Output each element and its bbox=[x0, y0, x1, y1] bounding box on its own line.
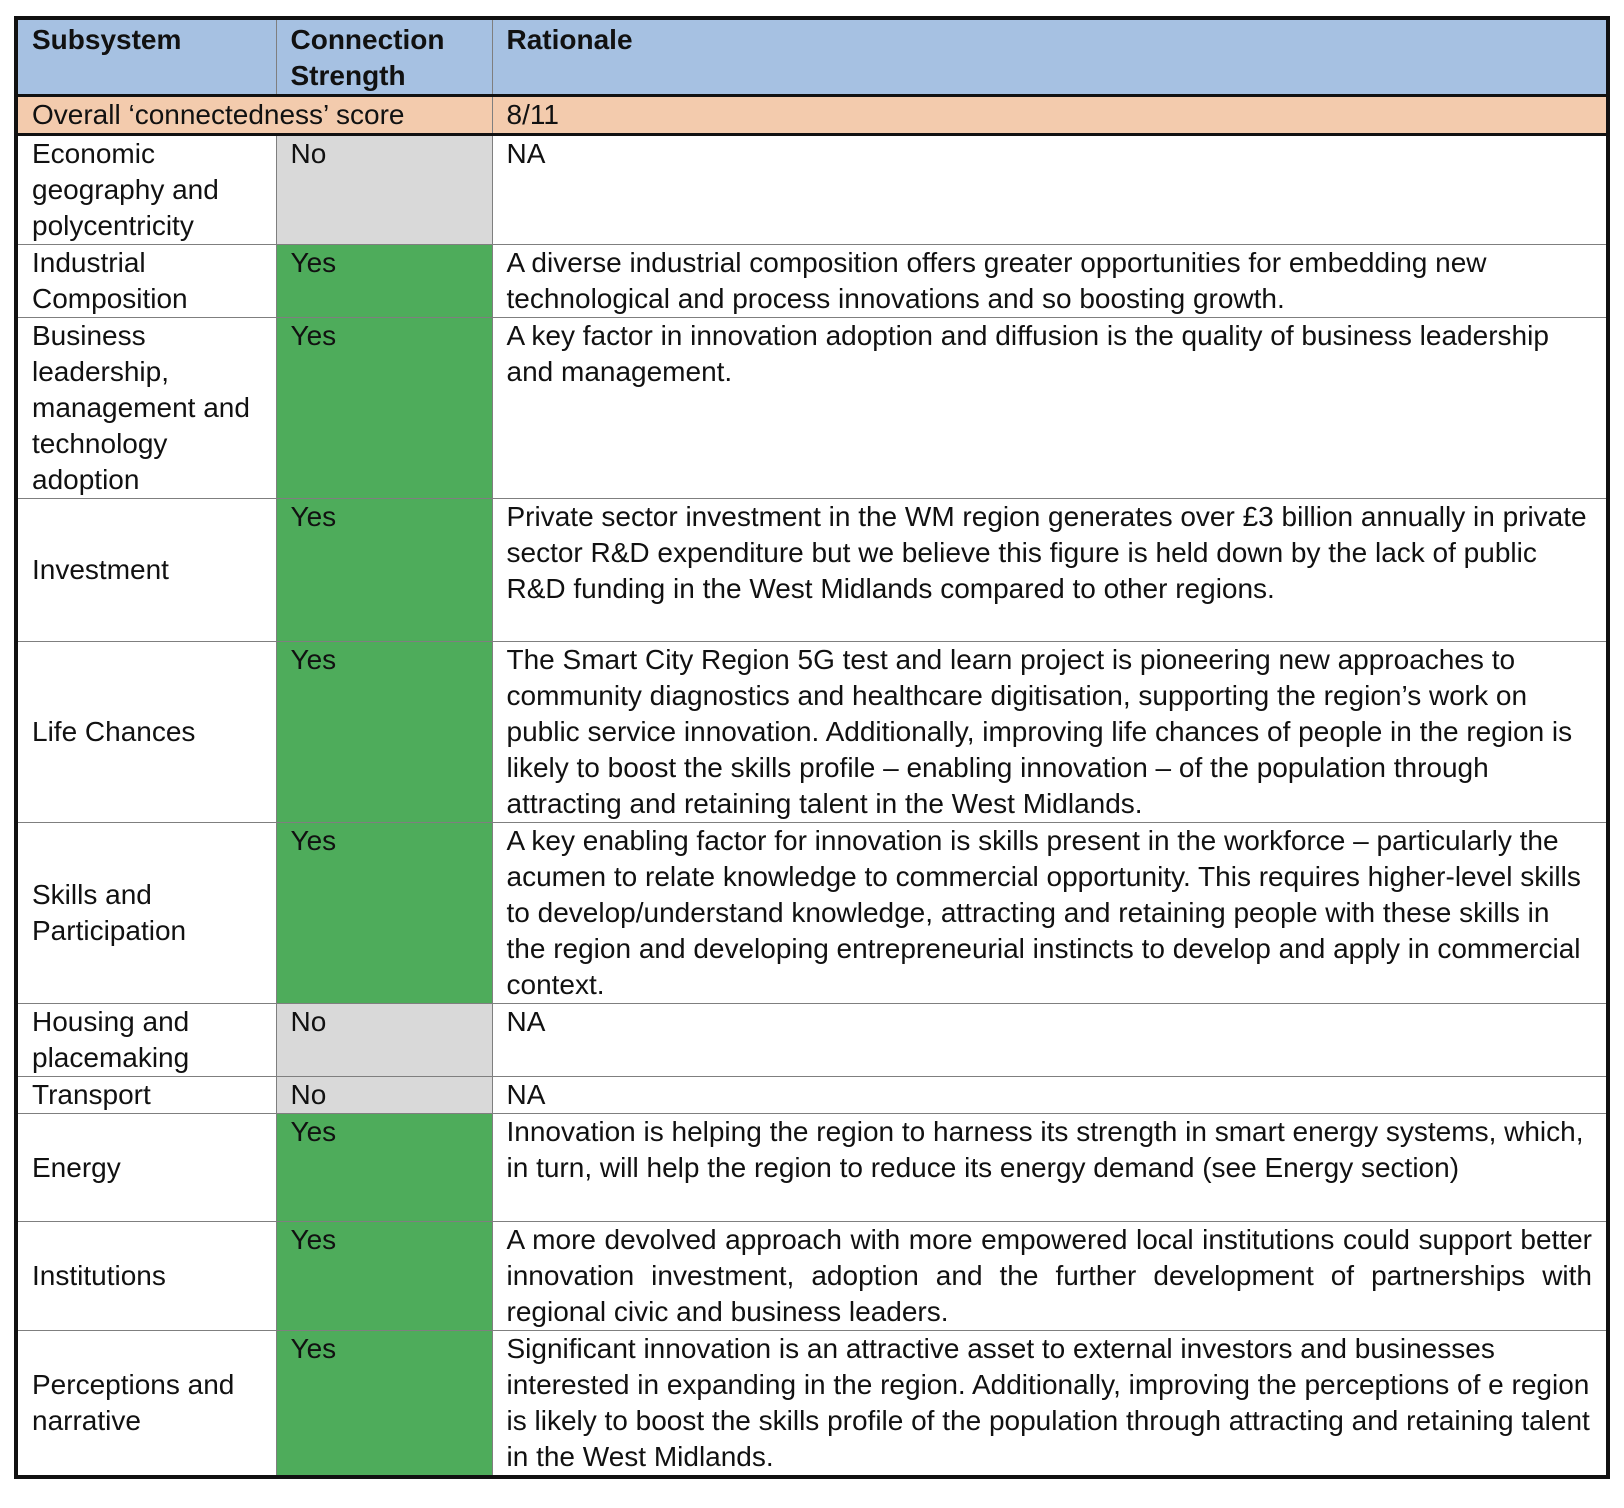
header-connection-strength: Connection Strength bbox=[276, 18, 492, 96]
table-row bbox=[16, 135, 1608, 245]
table-row bbox=[16, 1222, 1608, 1331]
strength-cell: No bbox=[276, 135, 492, 245]
strength-cell: Yes bbox=[276, 318, 492, 499]
rationale-cell: A diverse industrial composition offers greater opportunities for embedding new technological and process innovations and so boosting growth. bbox=[492, 245, 1608, 318]
connectedness-table bbox=[14, 16, 1610, 1479]
subsystem-cell: Investment bbox=[16, 499, 276, 642]
subsystem-cell: Skills and Participation bbox=[16, 823, 276, 1004]
subsystem-cell: Transport bbox=[16, 1077, 276, 1114]
rationale-cell: The Smart City Region 5G test and learn project is pioneering new approaches to community diagnostics and healthcare digitisation, supporting the region’s work on public service innovation. Additionally, improving life chances of people in the region is likely to boost the skills profile – enabling innovation – of the population through attracting and retaining talent in the West Midlands. bbox=[492, 642, 1608, 823]
subsystem-cell: Energy bbox=[16, 1114, 276, 1222]
table-row bbox=[16, 1077, 1608, 1114]
rationale-cell: NA bbox=[492, 1077, 1608, 1114]
strength-cell: Yes bbox=[276, 642, 492, 823]
subsystem-cell: Industrial Composition bbox=[16, 245, 276, 318]
table-row bbox=[16, 1004, 1608, 1077]
strength-cell: No bbox=[276, 1077, 492, 1114]
header-row bbox=[16, 18, 1608, 96]
subsystem-cell: Life Chances bbox=[16, 642, 276, 823]
rationale-cell: NA bbox=[492, 135, 1608, 245]
rationale-cell: NA bbox=[492, 1004, 1608, 1077]
strength-cell: Yes bbox=[276, 1331, 492, 1478]
subsystem-cell: Business leadership, management and technology adoption bbox=[16, 318, 276, 499]
strength-cell: Yes bbox=[276, 823, 492, 1004]
rationale-cell: A key enabling factor for innovation is skills present in the workforce – particularly the acumen to relate knowledge to commercial opportunity. This requires higher-level skills to develop/understand knowledge, attracting and retaining people with these skills in the region and developing entrepreneurial instincts to develop and apply in commercial context. bbox=[492, 823, 1608, 1004]
strength-cell: No bbox=[276, 1004, 492, 1077]
subsystem-cell: Economic geography and polycentricity bbox=[16, 135, 276, 245]
score-row bbox=[16, 96, 1608, 135]
strength-cell: Yes bbox=[276, 499, 492, 642]
table-row bbox=[16, 1331, 1608, 1478]
rationale-cell: A key factor in innovation adoption and diffusion is the quality of business leadership and management. bbox=[492, 318, 1608, 499]
subsystem-cell: Perceptions and narrative bbox=[16, 1331, 276, 1478]
header-subsystem: Subsystem bbox=[16, 18, 276, 96]
table-row bbox=[16, 318, 1608, 499]
rationale-cell: A more devolved approach with more empowered local institutions could support better innovation investment, adoption and the further development of partnerships with regional civic and business leaders. bbox=[492, 1222, 1608, 1331]
rationale-cell: Private sector investment in the WM region generates over £3 billion annually in private sector R&D expenditure but we believe this figure is held down by the lack of public R&D funding in the West Midlands compared to other regions. bbox=[492, 499, 1608, 642]
table-row bbox=[16, 823, 1608, 1004]
table-row bbox=[16, 245, 1608, 318]
strength-cell: Yes bbox=[276, 1114, 492, 1222]
strength-cell: Yes bbox=[276, 1222, 492, 1331]
rationale-cell: Innovation is helping the region to harness its strength in smart energy systems, which, in turn, will help the region to reduce its energy demand (see Energy section) bbox=[492, 1114, 1608, 1222]
header-rationale: Rationale bbox=[492, 18, 1608, 96]
rationale-cell: Significant innovation is an attractive asset to external investors and businesses interested in expanding in the region. Additionally, improving the perceptions of e region is likely to boost the skills profile of the population through attracting and retaining talent in the West Midlands. bbox=[492, 1331, 1608, 1478]
subsystem-cell: Institutions bbox=[16, 1222, 276, 1331]
table-row bbox=[16, 1114, 1608, 1222]
table-row bbox=[16, 642, 1608, 823]
strength-cell: Yes bbox=[276, 245, 492, 318]
table-row bbox=[16, 499, 1608, 642]
subsystem-cell: Housing and placemaking bbox=[16, 1004, 276, 1077]
score-label: Overall ‘connectedness’ score bbox=[16, 96, 492, 135]
score-value: 8/11 bbox=[492, 96, 1608, 135]
